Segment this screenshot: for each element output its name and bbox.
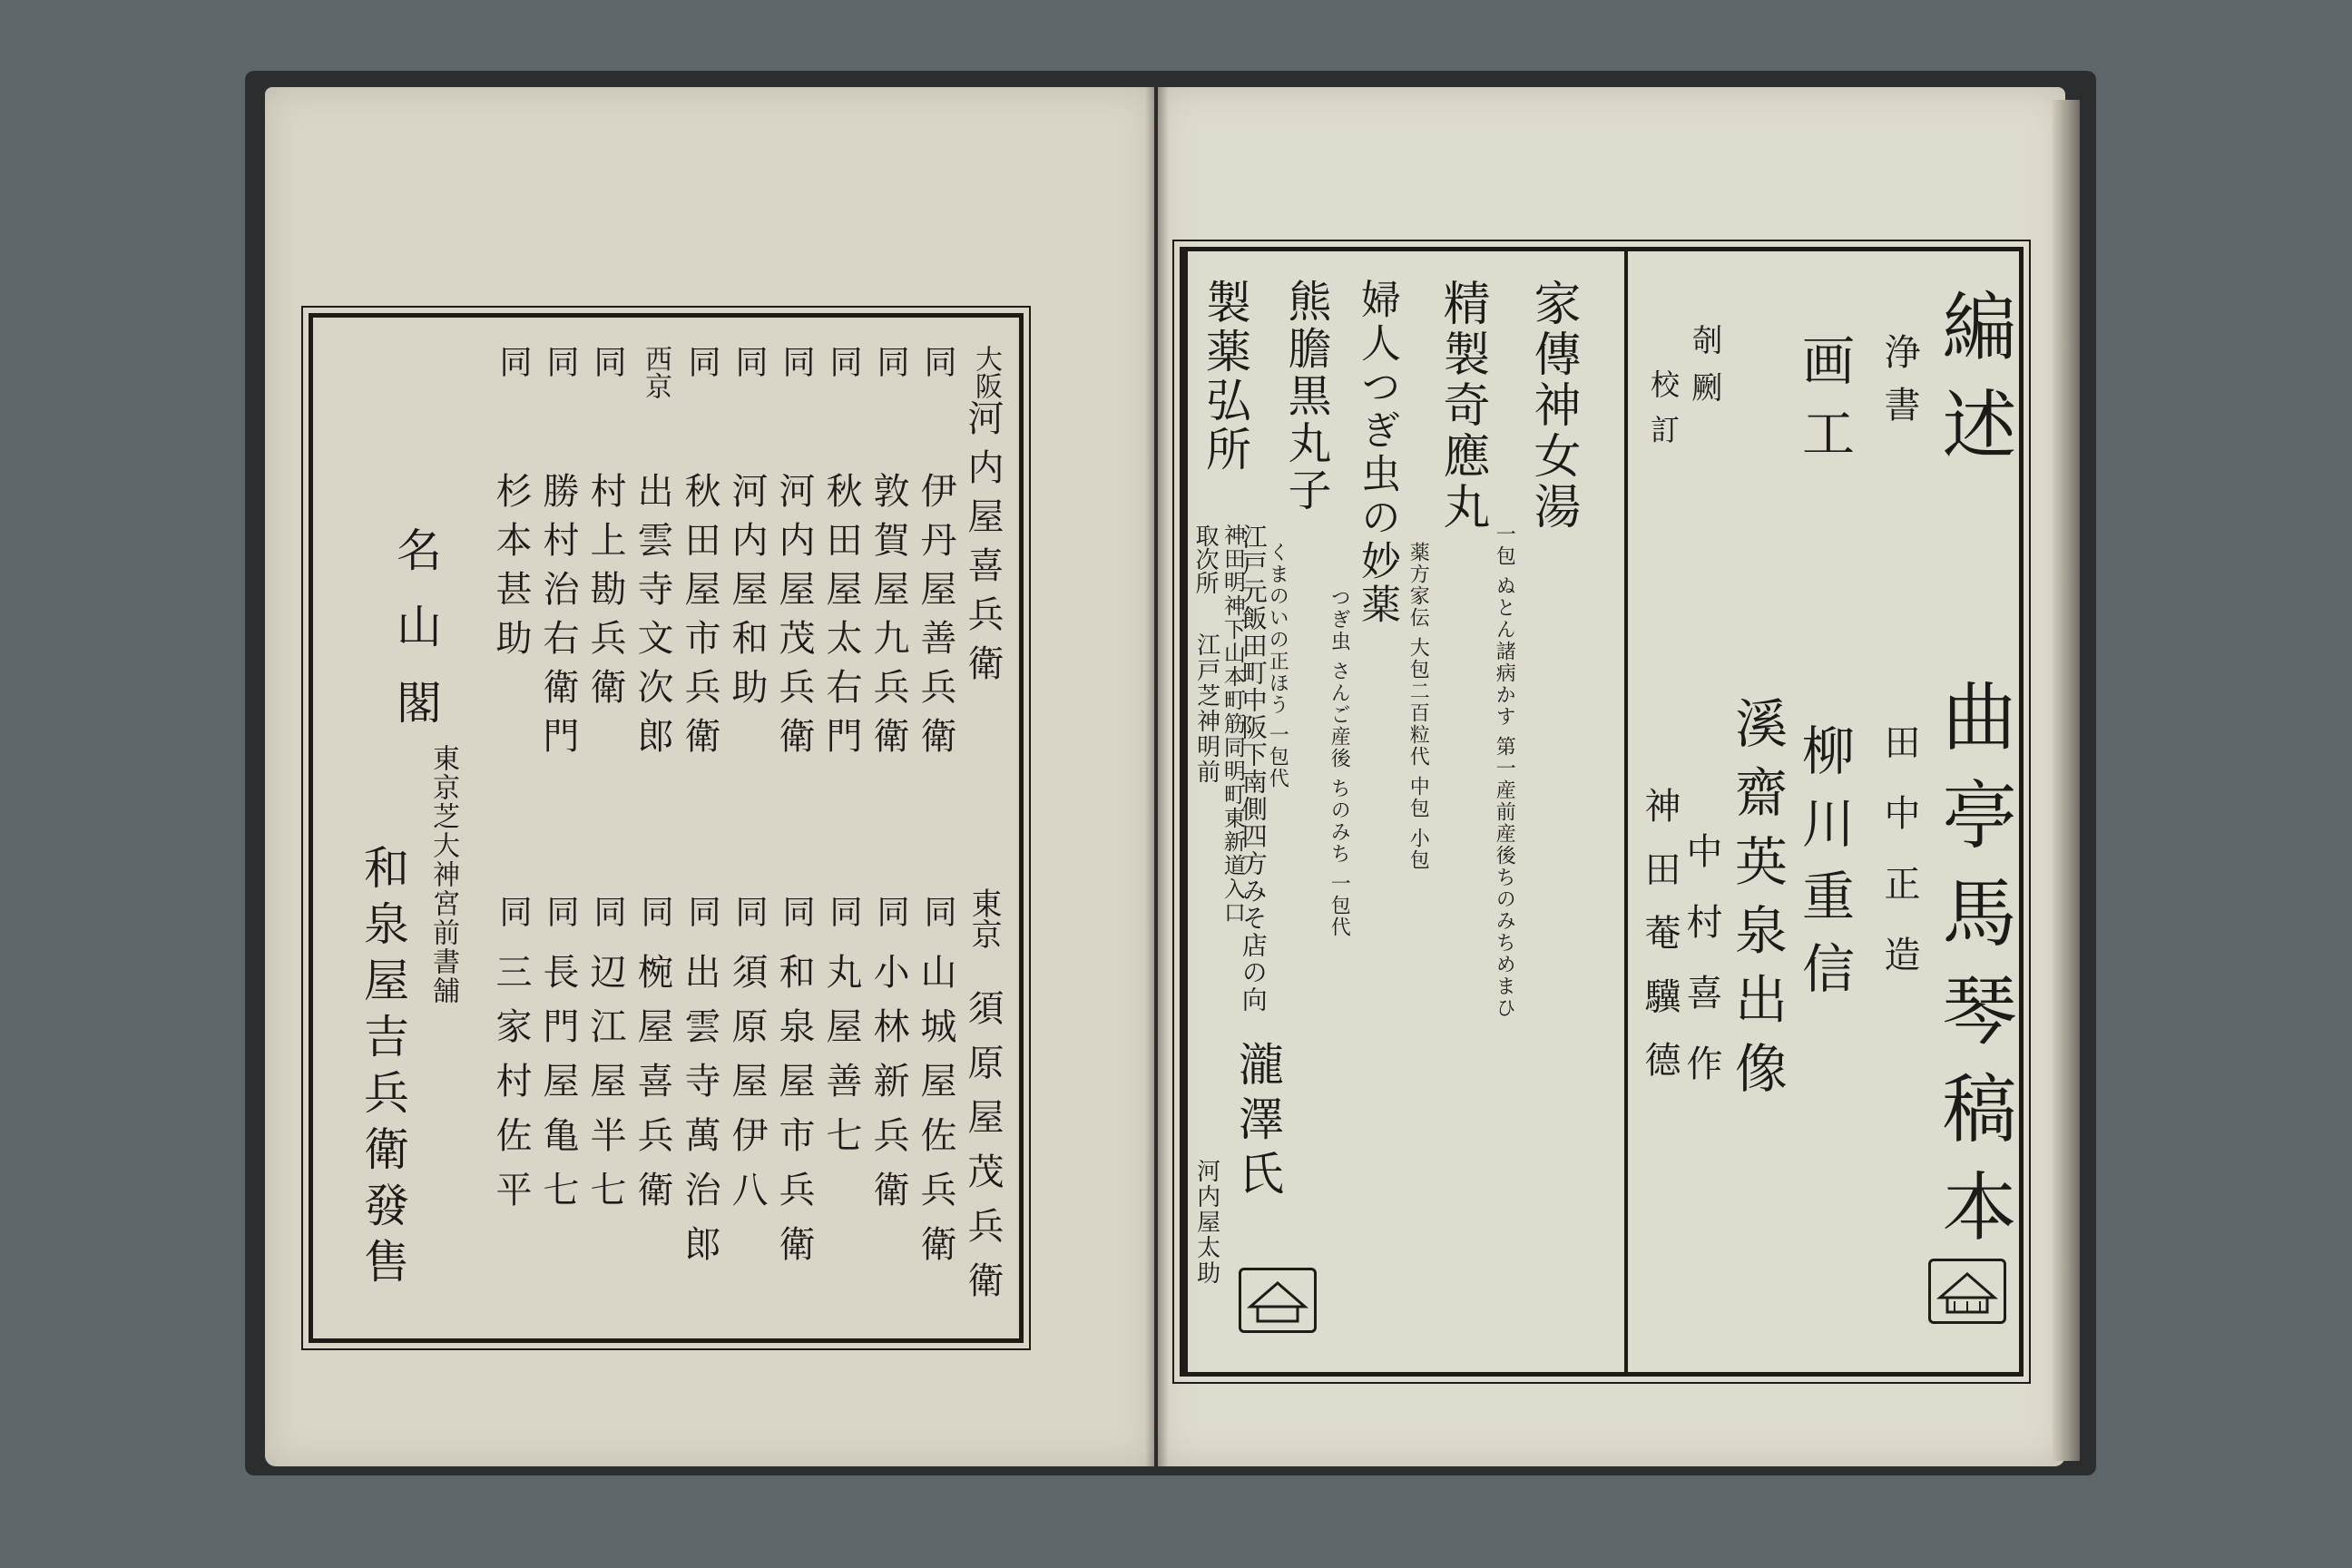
same-mark: 同: [495, 895, 532, 927]
same-mark: 同: [636, 895, 673, 927]
osaka-entry: 勝村治右衛門: [537, 472, 579, 766]
agent-text-2: 神田明神下山本町筋同明町東新道入口: [1220, 524, 1246, 925]
osaka-header: 大阪: [970, 345, 1002, 399]
same-mark: 同: [730, 345, 768, 377]
same-mark: 同: [542, 895, 579, 927]
ad-text-3: つぎ虫 さんご産後 ちのみち 一包代: [1328, 587, 1351, 938]
tokyo-entry: 須原屋伊八: [726, 953, 768, 1225]
osaka-entry: 村上勘兵衛: [584, 472, 626, 717]
osaka-entry: 敦賀屋九兵衛: [867, 472, 909, 766]
tokyo-entry: 和泉屋市兵衛: [773, 953, 815, 1279]
kyoto-header: 西京: [640, 345, 671, 399]
tokyo-header: 東京: [965, 887, 1002, 949]
copyist-label: 浄書: [1878, 333, 1920, 438]
tokyo-entry: 丸屋善七: [820, 953, 862, 1171]
engraver-name: 中村喜作: [1681, 832, 1722, 1115]
book-gutter: [1145, 87, 1169, 1466]
same-mark: 同: [730, 895, 768, 927]
tokyo-entry: 長門屋亀七: [537, 953, 579, 1225]
ad-text-5: 江戸元飯田町中阪下南側四方みそ店の向: [1238, 524, 1269, 1014]
column-divider: [1624, 251, 1628, 1372]
osaka-entry: 河内屋茂兵衛: [773, 472, 815, 766]
copyist-name: 田中正造: [1878, 723, 1920, 1006]
osaka-entry: 伊丹屋善兵衛: [915, 472, 956, 766]
artist-label: 画工: [1793, 333, 1855, 478]
same-mark: 同: [825, 345, 862, 377]
osaka-entry: 秋田屋太右門: [820, 472, 862, 766]
maker-name: 瀧澤氏: [1231, 1041, 1284, 1204]
page-edges: [2053, 100, 2080, 1461]
same-mark: 同: [825, 895, 862, 927]
same-mark: 同: [589, 345, 626, 377]
osaka-entry: 河内屋喜兵衛: [962, 399, 1004, 693]
same-mark: 同: [683, 895, 720, 927]
ad-text-1: 一包 ぬとん諸病かす 第一産前産後ちのみちめまひ: [1493, 524, 1516, 1019]
artist-name-1: 柳川重信: [1793, 723, 1855, 1014]
tokyo-entry: 山城屋佐兵衛: [915, 953, 956, 1279]
tokyo-entry: 須原屋茂兵衛: [962, 989, 1004, 1316]
author-name: 曲亭馬琴稿本: [1930, 678, 2016, 1266]
ad-text-4: くまのいの正ほう 一包代: [1266, 542, 1289, 789]
ad-title-3: 婦人つぎ虫の妙薬: [1354, 279, 1400, 627]
author-seal-icon: [1928, 1259, 2006, 1324]
compiler-label: 編述: [1930, 288, 2016, 484]
ad-title-5: 製薬弘所: [1199, 279, 1251, 475]
same-mark: 同: [872, 345, 909, 377]
same-mark: 同: [919, 345, 956, 377]
same-mark: 同: [778, 895, 815, 927]
same-mark: 同: [778, 345, 815, 377]
same-mark: 同: [589, 895, 626, 927]
publisher-name: 和泉屋吉兵衛發售: [357, 844, 409, 1294]
proof-label: 校訂: [1646, 369, 1681, 460]
osaka-entry: 杉本甚助: [490, 472, 532, 668]
engraver-label: 剞劂: [1686, 324, 1722, 418]
shop-name: 名山閣: [389, 526, 442, 755]
same-mark: 同: [872, 895, 909, 927]
publisher-list-frame: [309, 313, 1024, 1343]
agent-text-1: 江戸芝神明前: [1192, 632, 1220, 785]
tokyo-entry: 小林新兵衛: [867, 953, 909, 1225]
tokyo-entry: 三家村佐平: [490, 953, 532, 1225]
same-mark: 同: [495, 345, 532, 377]
column-divider: [1184, 251, 1188, 1372]
ad-title-2: 精製奇應丸: [1435, 279, 1489, 533]
agent-text-3: 河内屋太助: [1192, 1159, 1220, 1286]
artist-name-2: 溪齋英泉出像: [1726, 696, 1788, 1110]
ad-text-2: 薬方家伝 大包二百粒代 中包 小包: [1406, 542, 1430, 871]
same-mark: 同: [683, 345, 720, 377]
same-mark: 同: [919, 895, 956, 927]
maker-seal-icon: [1239, 1268, 1317, 1333]
tokyo-entry: 辺江屋半七: [584, 953, 626, 1225]
tokyo-entry: 椀屋喜兵衛: [632, 953, 673, 1225]
publisher-address: 東京芝大神宮前書舗: [427, 744, 459, 1005]
osaka-entry: 秋田屋市兵衛: [679, 472, 720, 766]
osaka-entry: 河内屋和助: [726, 472, 768, 717]
colophon-frame: [1180, 247, 2024, 1377]
ad-title-1: 家傳神女湯: [1525, 279, 1580, 533]
same-mark: 同: [542, 345, 579, 377]
tokyo-entry: 出雲寺萬治郎: [679, 953, 720, 1279]
proofreader-name: 神田菴驥德: [1639, 787, 1681, 1104]
osaka-entry: 出雲寺文次郎: [632, 472, 673, 766]
agent-label: 取次所: [1191, 524, 1219, 594]
ad-title-4: 熊膽黒丸子: [1280, 279, 1331, 514]
